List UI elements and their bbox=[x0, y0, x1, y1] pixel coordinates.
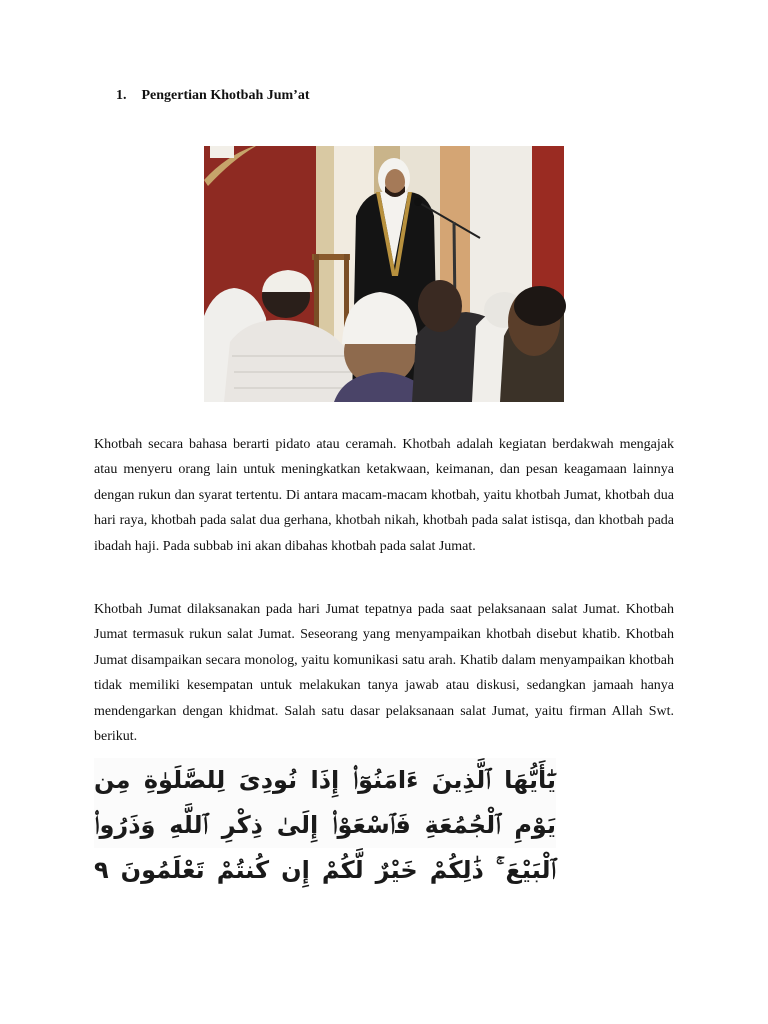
paragraph-definition: Khotbah secara bahasa berarti pidato atau ceramah. Khotbah adalah kegiatan berdakwah mengajak atau menyeru orang lain untuk meningkatkan ketakwaan, keimanan, dan pesan keagamaan lainnya dengan rukun dan syarat tertentu. Di antara macam-macam khotbah, yaitu khotbah Jumat, khotbah dua hari raya, khotbah pada salat dua gerhana, khotbah nikah, khotbah pada salat istisqa, dan khotbah pada ibadah haji. Pada subbab ini akan dibahas khotbah pada salat Jumat. bbox=[94, 437, 674, 554]
quran-verse: يَٰٓأَيُّهَا ٱلَّذِينَ ءَامَنُوٓا۟ إِذَا نُودِىَ لِلصَّلَوٰةِ مِن يَوْمِ ٱلْجُمُعَةِ فَٱسْعَوْا۟ إِلَىٰ ذِكْرِ ٱللَّهِ وَذَرُوا۟ ٱلْبَيْعَ ۚ ذَٰلِكُمْ خَيْرٌ لَّكُمْ إِن كُنتُمْ تَعْلَمُونَ ٩ bbox=[94, 758, 556, 848]
paragraph-implementation: Khotbah Jumat dilaksanakan pada hari Jumat tepatnya pada saat pelaksanaan salat Jumat. Khotbah Jumat termasuk rukun salat Jumat. Seseorang yang menyampaikan khotbah disebut khatib. Khotbah Jumat disampaikan secara monolog, yaitu komunikasi satu arah. Khatib dalam menyampaikan khotbah tidak memiliki kesempatan untuk melakukan tanya jawab atau diskusi, sedangkan jamaah hanya mendengarkan dengan khidmat. Salah satu dasar pelaksanaan salat Jumat, yaitu firman Allah Swt. berikut. bbox=[94, 602, 674, 745]
section-number: 1. bbox=[116, 88, 127, 103]
khatib-photo bbox=[204, 146, 564, 402]
section-heading bbox=[116, 88, 310, 104]
section-title: Pengertian Khotbah Jum’at bbox=[141, 88, 310, 103]
